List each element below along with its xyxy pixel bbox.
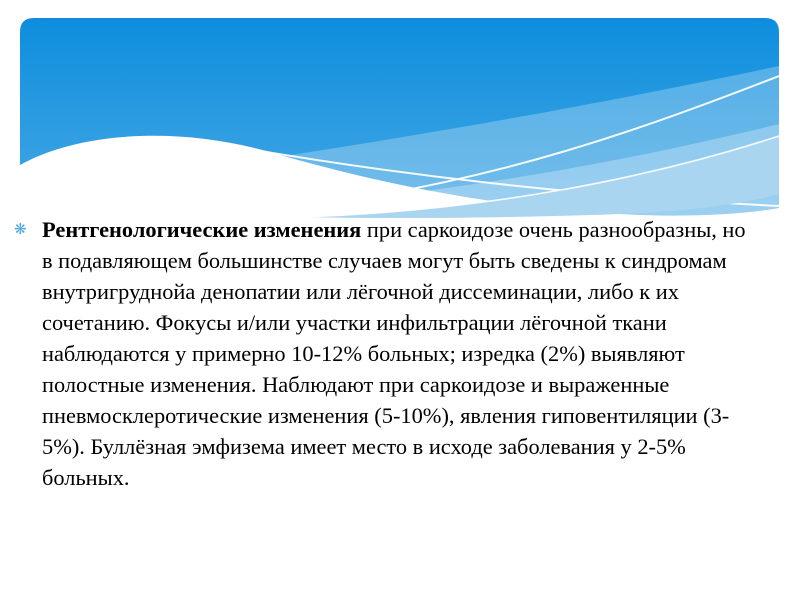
header-wave-graphic xyxy=(20,18,779,218)
bullet-asterisk-icon: ❋ xyxy=(14,220,27,238)
paragraph-body: при саркоидозе очень разнообразны, но в подавляющем большинстве случаев могут быть сведены к синдромам внутригруднойа денопатии или лёгочной диссеминации, либо к их сочетанию. Фокусы и/или участки инфильтрации лёгочной ткани наблюдаются у примерно 10-12% больных; изредка (2%) выявляют полостные изменения. Наблюдают при саркоидозе и выраженные пневмосклеротические изменения (5-10%), явления гиповентиляции (3-5%). Буллёзная эмфизема имеет место в исходе заболевания у 2-5% больных. xyxy=(42,217,746,490)
list-item xyxy=(12,214,757,493)
slide-body xyxy=(12,214,757,493)
paragraph-lead-bold: Рентгенологические изменения xyxy=(42,217,362,242)
paragraph-text xyxy=(42,214,757,493)
